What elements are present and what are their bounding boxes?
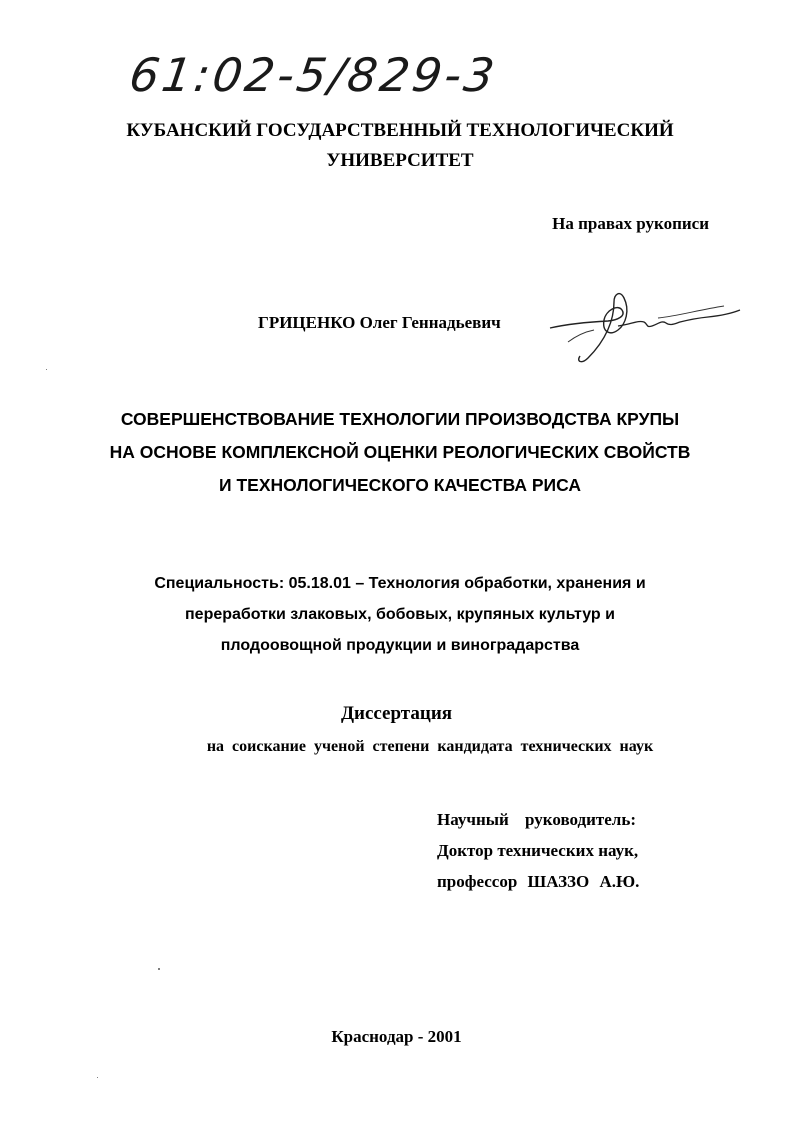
university-line-1: КУБАНСКИЙ ГОСУДАРСТВЕННЫЙ ТЕХНОЛОГИЧЕСКИЙ <box>126 120 674 141</box>
archive-number: 61:02-5/829-3 <box>126 48 501 102</box>
university-name <box>90 116 710 176</box>
scan-speck <box>158 968 160 970</box>
author-signature <box>548 280 748 370</box>
university-line-2: УНИВЕРСИТЕТ <box>326 150 474 171</box>
specialty-line-1: Специальность: 05.18.01 – Технология обработки, хранения и <box>154 575 646 592</box>
manuscript-rights-note: На правах рукописи <box>552 214 709 233</box>
specialty <box>60 568 740 661</box>
scan-speck <box>97 1077 98 1078</box>
title-line-1: СОВЕРШЕНСТВОВАНИЕ ТЕХНОЛОГИИ ПРОИЗВОДСТВА КРУПЫ <box>120 409 680 429</box>
title-line-3: И ТЕХНОЛОГИЧЕСКОГО КАЧЕСТВА РИСА <box>219 475 581 495</box>
scientific-supervisor <box>437 804 639 897</box>
supervisor-role: Научный руководитель: <box>437 810 636 829</box>
specialty-line-2: переработки злаковых, бобовых, крупяных культур и <box>185 606 615 623</box>
author-name: ГРИЦЕНКО Олег Геннадьевич <box>258 313 501 332</box>
supervisor-degree: Доктор технических наук, <box>437 841 639 860</box>
specialty-line-3: плодоовощной продукции и виноградарства <box>220 637 580 654</box>
scan-speck <box>46 369 47 370</box>
degree-sought: на соискание ученой степени кандидата технических наук <box>206 738 654 755</box>
dissertation-title <box>60 403 740 502</box>
supervisor-name: профессор ШАЗЗО А.Ю. <box>437 872 640 891</box>
city-and-year: Краснодар - 2001 <box>331 1027 462 1046</box>
title-line-2: НА ОСНОВЕ КОМПЛЕКСНОЙ ОЦЕНКИ РЕОЛОГИЧЕСКИХ СВОЙСТВ <box>109 442 691 462</box>
document-type: Диссертация <box>340 703 453 724</box>
